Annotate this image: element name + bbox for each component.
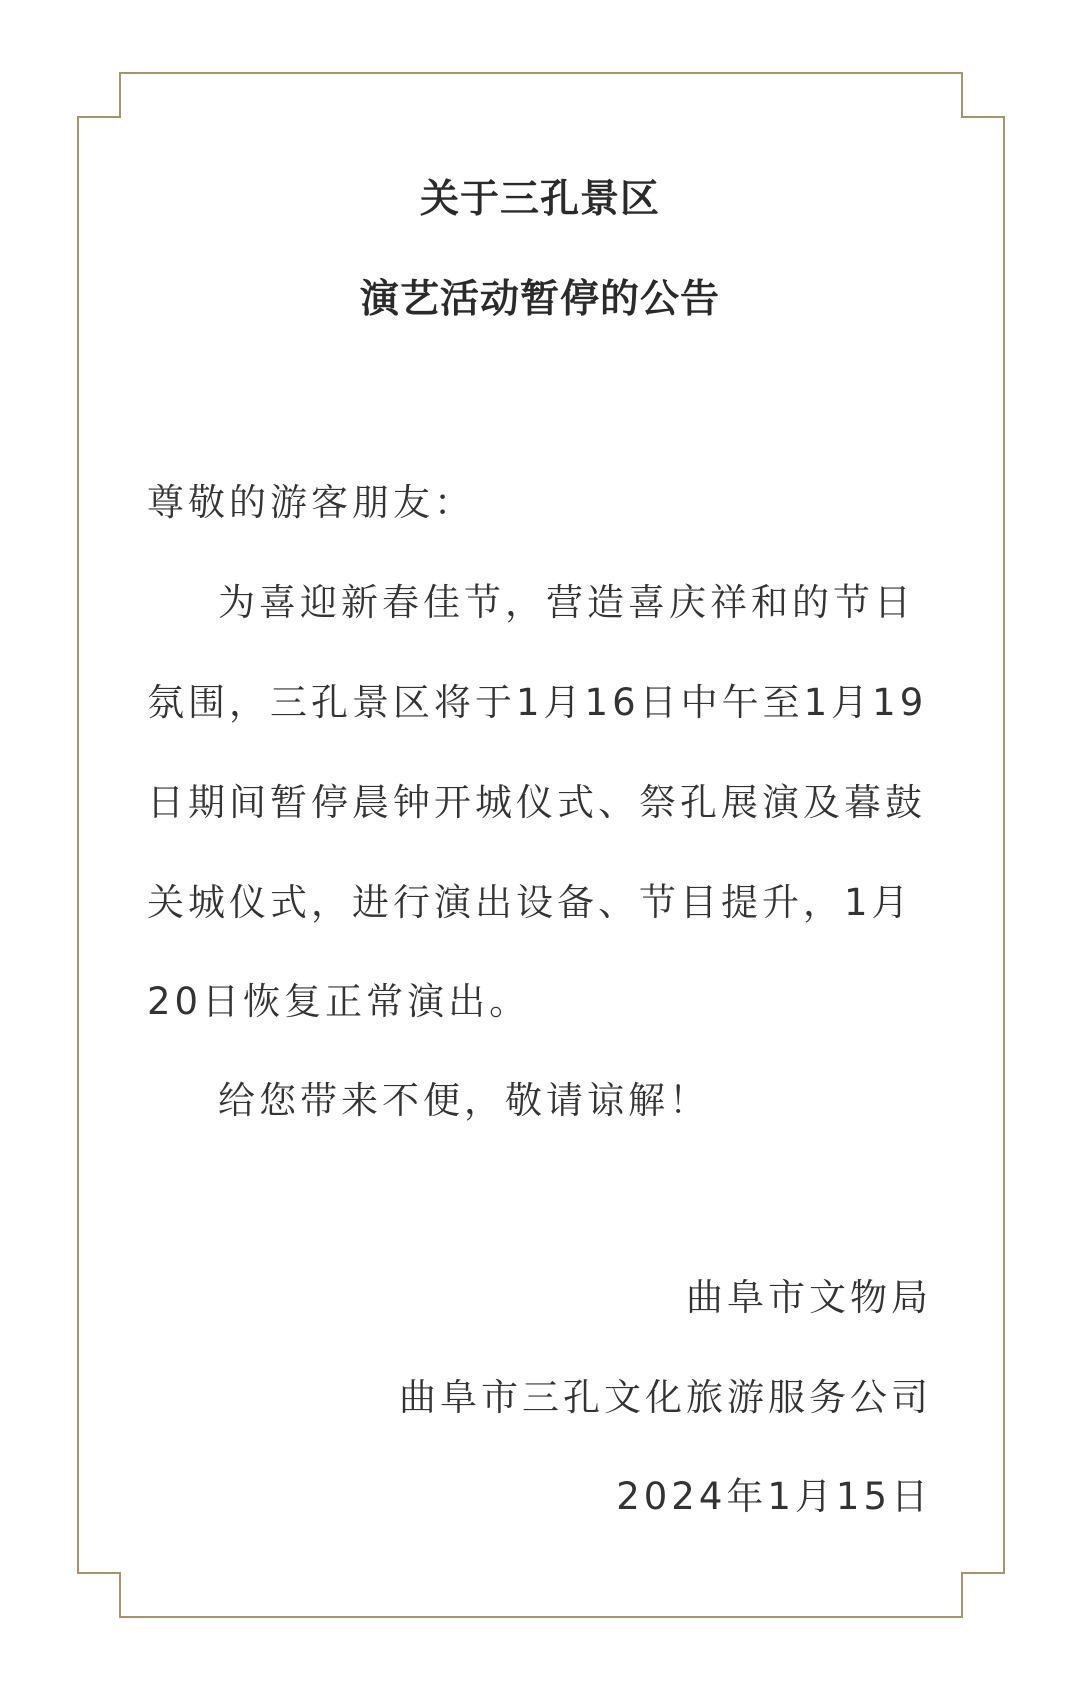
apology-line: 给您带来不便，敬请谅解！ — [218, 1079, 710, 1122]
notice-title-line-2: 演艺活动暂停的公告 — [359, 277, 720, 322]
signature-bureau: 曲阜市文物局 — [686, 1276, 932, 1319]
body-line: 关城仪式，进行演出设备、节目提升，1月 — [147, 881, 913, 924]
notice-title-line-1: 关于三孔景区 — [419, 177, 660, 222]
salutation: 尊敬的游客朋友： — [147, 481, 475, 524]
body-line: 氛围，三孔景区将于1月16日中午至1月19 — [147, 681, 928, 724]
notice-date: 2024年1月15日 — [616, 1475, 932, 1518]
body-line: 日期间暂停晨钟开城仪式、祭孔展演及暮鼓 — [147, 781, 926, 824]
body-line: 20日恢复正常演出。 — [147, 980, 531, 1023]
signature-company: 曲阜市三孔文化旅游服务公司 — [399, 1376, 932, 1419]
body-line: 为喜迎新春佳节，营造喜庆祥和的节日 — [218, 581, 915, 624]
